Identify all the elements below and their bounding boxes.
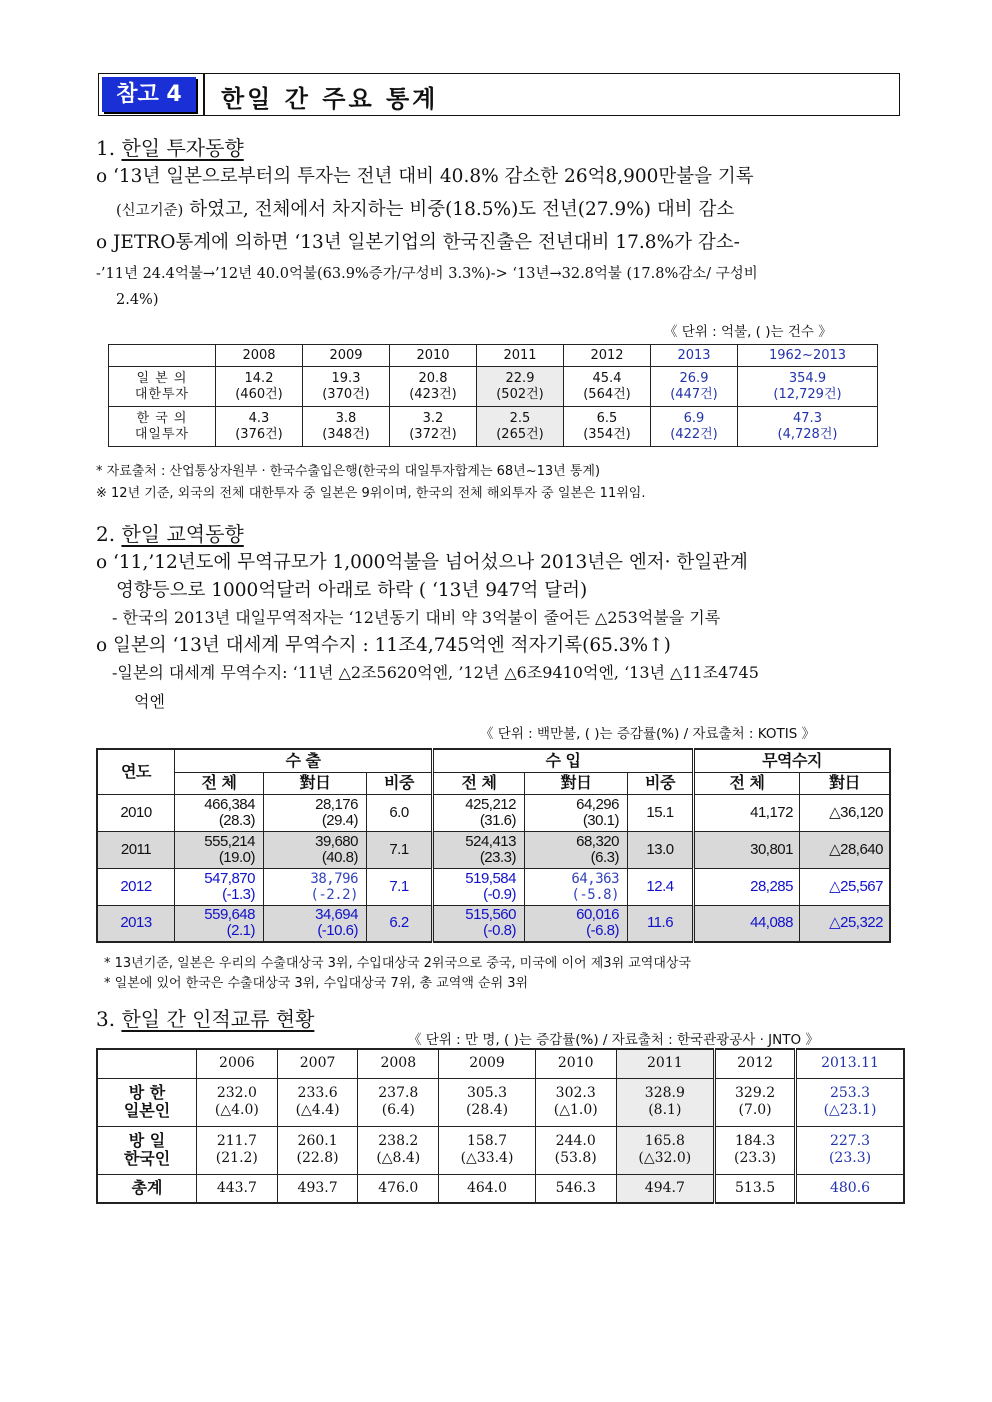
section3-number: 3. [96,1007,116,1031]
table-cell: 232.0 (△4.0) [197,1078,278,1126]
table-row [97,1126,904,1174]
table-cell: 513.5 [715,1174,796,1203]
table-cell: 493.7 [277,1174,358,1203]
investment-table [108,344,878,447]
col-header-japan: 對日 [525,772,628,794]
col-header: 2010 [390,345,477,367]
table-cell: 524,413 (23.3) [433,831,525,868]
table-cell: 244.0 (53.8) [535,1126,616,1174]
table-cell: 425,212 (31.6) [433,794,525,831]
table-row [97,905,890,942]
table-cell: 253.3 (△23.1) [796,1078,904,1126]
table-cell: 305.3 (28.4) [439,1078,536,1126]
s2-note2: * 일본에 있어 한국은 수출대상국 3위, 수입대상국 7위, 총 교역액 순위 3위 [104,976,529,991]
s3-unit: 《 단위 : 만 명, ( )는 증감률(%) / 자료출처 : 한국관광공사 · JNTO 》 [408,1032,819,1048]
s1-note1: * 자료출처 : 산업통상자원부 · 한국수출입은행(한국의 대일투자합계는 68년~13년 통계) [96,464,601,479]
col-header-total: 전 체 [175,772,264,794]
table-header-row [97,749,890,772]
table-cell: 60,016 (-6.8) [525,905,628,942]
s1-line2-text: 하였고, 전체에서 차지하는 비중(18.5%)도 전년(27.9%) 대비 감소 [189,199,735,220]
table-cell: 41,172 [694,794,800,831]
col-header: 2009 [439,1049,536,1078]
row-label: 방 일 한국인 [97,1126,197,1174]
trade-table [96,748,891,943]
s2-line3: - 한국의 2013년 대일무역적자는 ‘12년동기 대비 약 3억불이 줄어든 △253억불을 기록 [112,608,721,627]
table-cell: 26.9 (447건) [651,367,738,407]
table-cell: △25,567 [800,868,891,905]
col-header: 2012 [564,345,651,367]
col-header-total: 전 체 [433,772,525,794]
row-label: 일 본 의 대한투자 [109,367,216,407]
table-cell: 476.0 [358,1174,439,1203]
table-cell: 2.5 (265건) [477,407,564,447]
s2-line2: 영향등으로 1000억달러 아래로 하락 ( ‘13년 947억 달러) [116,580,588,601]
col-header-year: 연도 [97,749,175,794]
table-corner [109,345,216,367]
table-cell: 45.4 (564건) [564,367,651,407]
table-cell: 13.0 [628,831,694,868]
table-header-row [97,772,890,794]
table-cell: △25,322 [800,905,891,942]
table-cell: 15.1 [628,794,694,831]
table-cell: 555,214 (19.0) [175,831,264,868]
table-cell: 22.9 (502건) [477,367,564,407]
table-cell: 519,584 (-0.9) [433,868,525,905]
s2-unit: 《 단위 : 백만불, ( )는 증감률(%) / 자료출처 : KOTIS 》 [480,726,816,742]
table-cell: 354.9 (12,729건) [738,367,878,407]
s2-line1: o ‘11,’12년도에 무역규모가 1,000억불을 넘어섰으나 2013년은 엔저· 한일관계 [96,552,748,573]
s1-line2 [116,195,734,221]
row-label-total: 총계 [97,1174,197,1203]
table-cell: 547,870 (-1.3) [175,868,264,905]
col-header: 1962~2013 [738,345,878,367]
table-cell: 64,296 (30.1) [525,794,628,831]
reference-badge: 참고 4 [102,77,196,112]
table-row [109,367,878,407]
title-divider [203,74,205,115]
table-cell: 68,320 (6.3) [525,831,628,868]
s1-line3: o JETRO통계에 의하면 ‘13년 일본기업의 한국진출은 전년대비 17.8%가 감소- [96,232,740,253]
table-cell: 328.9 (8.1) [616,1078,715,1126]
col-header: 2009 [303,345,390,367]
table-cell: 494.7 [616,1174,715,1203]
table-cell: 158.7 (△33.4) [439,1126,536,1174]
s1-line5: 2.4%) [116,292,159,308]
table-cell: 546.3 [535,1174,616,1203]
table-cell: 211.7 (21.2) [197,1126,278,1174]
table-cell: △36,120 [800,794,891,831]
table-cell: 238.2 (△8.4) [358,1126,439,1174]
s1-line2-prefix: (신고기준) [116,203,184,219]
col-header-import: 수 입 [433,749,694,772]
section1-number: 1. [96,136,116,160]
table-cell: 12.4 [628,868,694,905]
table-cell: 7.1 [367,868,433,905]
section1-title: 한일 투자동향 [121,136,244,160]
section1-heading [96,132,244,161]
title-box [98,73,900,116]
table-cell: 11.6 [628,905,694,942]
s1-line1: o ‘13년 일본으로부터의 투자는 전년 대비 40.8% 감소한 26억8,900만불을 기록 [96,166,754,187]
col-header-share: 비중 [367,772,433,794]
table-cell: 38,796 (-2.2) [264,868,367,905]
table-cell: 6.9 (422건) [651,407,738,447]
col-header-balance: 무역수지 [694,749,891,772]
table-cell: 7.1 [367,831,433,868]
table-row [97,831,890,868]
col-header: 2012 [715,1049,796,1078]
table-cell: 515,560 (-0.8) [433,905,525,942]
col-header-total: 전 체 [694,772,800,794]
table-corner [97,1049,197,1078]
table-cell: 233.6 (△4.4) [277,1078,358,1126]
page-title: 한일 간 주요 통계 [221,85,439,113]
table-cell: 227.3 (23.3) [796,1126,904,1174]
table-cell: 165.8 (△32.0) [616,1126,715,1174]
table-cell: 6.2 [367,905,433,942]
section2-heading [96,518,244,547]
col-header: 2008 [216,345,303,367]
table-cell: 443.7 [197,1174,278,1203]
table-cell: 14.2 (460건) [216,367,303,407]
table-cell: 3.2 (372건) [390,407,477,447]
section3-title: 한일 간 인적교류 현황 [121,1007,315,1031]
col-header: 2008 [358,1049,439,1078]
s1-note2: ※ 12년 기준, 외국의 전체 대한투자 중 일본은 9위이며, 한국의 전체 해외투자 중 일본은 11위임. [96,486,646,501]
col-header: 2011 [616,1049,715,1078]
table-row [97,1174,904,1203]
year-cell: 2013 [97,905,175,942]
table-cell: 329.2 (7.0) [715,1078,796,1126]
table-row [109,407,878,447]
table-header-row [97,1049,904,1078]
table-cell: 34,694 (-10.6) [264,905,367,942]
table-cell: 302.3 (△1.0) [535,1078,616,1126]
col-header: 2006 [197,1049,278,1078]
col-header-share: 비중 [628,772,694,794]
table-cell: 3.8 (348건) [303,407,390,447]
table-cell: 4.3 (376건) [216,407,303,447]
table-cell: 184.3 (23.3) [715,1126,796,1174]
table-cell: 6.0 [367,794,433,831]
row-label: 한 국 의 대일투자 [109,407,216,447]
table-row [97,1078,904,1126]
col-header-japan: 對日 [800,772,891,794]
col-header: 2011 [477,345,564,367]
section3-heading [96,1003,314,1032]
table-cell: 28,176 (29.4) [264,794,367,831]
table-cell: 466,384 (28.3) [175,794,264,831]
table-cell: 464.0 [439,1174,536,1203]
table-cell: 20.8 (423건) [390,367,477,407]
col-header: 2010 [535,1049,616,1078]
col-header-export: 수 출 [175,749,433,772]
table-cell: 64,363 (-5.8) [525,868,628,905]
table-cell: △28,640 [800,831,891,868]
exchange-table [96,1048,905,1204]
year-cell: 2010 [97,794,175,831]
table-cell: 47.3 (4,728건) [738,407,878,447]
col-header: 2007 [277,1049,358,1078]
table-cell: 480.6 [796,1174,904,1203]
s2-line5: -일본의 대세계 무역수지: ‘11년 △2조5620억엔, ’12년 △6조9410억엔, ‘13년 △11조4745 [112,663,759,682]
table-cell: 30,801 [694,831,800,868]
s2-line6: 억엔 [134,692,165,711]
year-cell: 2011 [97,831,175,868]
s2-note1: * 13년기준, 일본은 우리의 수출대상국 3위, 수입대상국 2위국으로 중국, 미국에 이어 제3위 교역대상국 [104,956,692,971]
table-cell: 6.5 (354건) [564,407,651,447]
table-row [97,794,890,831]
table-cell: 237.8 (6.4) [358,1078,439,1126]
col-header: 2013.11 [796,1049,904,1078]
row-label: 방 한 일본인 [97,1078,197,1126]
section2-title: 한일 교역동향 [121,522,244,546]
col-header: 2013 [651,345,738,367]
s2-line4: o 일본의 ‘13년 대세계 무역수지 : 11조4,745억엔 적자기록(65.3%↑) [96,635,671,656]
table-row [97,868,890,905]
table-cell: 19.3 (370건) [303,367,390,407]
year-cell: 2012 [97,868,175,905]
table-cell: 559,648 (2.1) [175,905,264,942]
table-cell: 39,680 (40.8) [264,831,367,868]
table-header-row [109,345,878,367]
s1-unit: 《 단위 : 억불, ( )는 건수 》 [664,324,832,340]
table-cell: 260.1 (22.8) [277,1126,358,1174]
table-cell: 28,285 [694,868,800,905]
col-header-japan: 對日 [264,772,367,794]
table-cell: 44,088 [694,905,800,942]
section2-number: 2. [96,522,116,546]
s1-line4: -’11년 24.4억불→’12년 40.0억불(63.9%증가/구성비 3.3%)-> ‘13년→32.8억불 (17.8%감소/ 구성비 [96,266,758,282]
